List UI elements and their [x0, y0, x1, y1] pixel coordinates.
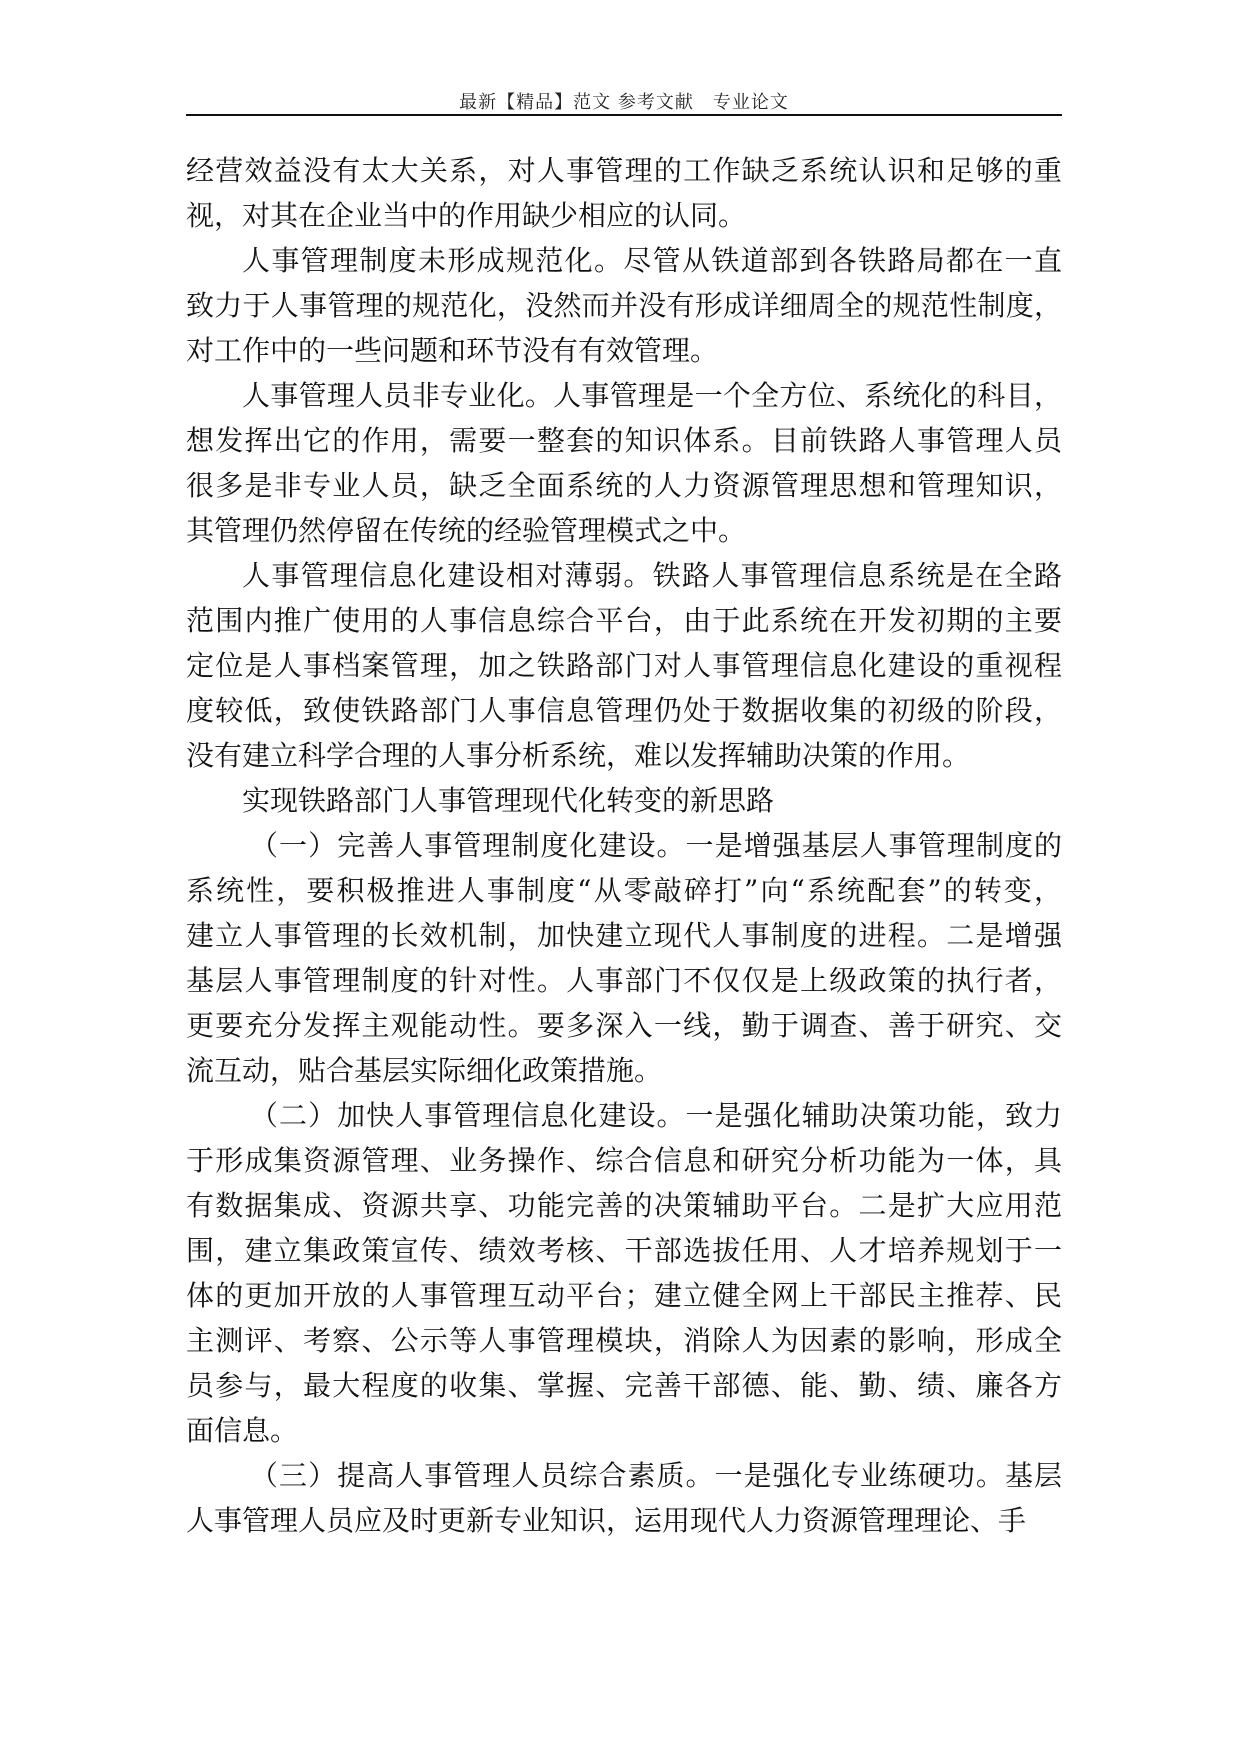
paragraph [186, 238, 1062, 373]
text-line: 其管理仍然停留在传统的经验管理模式之中。 [186, 514, 747, 547]
text-line: 经营效益没有太大关系，对人事管理的工作缺乏系统认识和足够的重 [186, 154, 1062, 187]
text-line: 人事管理信息化建设相对薄弱。铁路人事管理信息系统是在全路 [242, 559, 1062, 592]
text-line: 更要充分发挥主观能动性。要多深入一线，勤于调查、善于研究、交 [186, 1009, 1062, 1042]
text-line: 建立人事管理的长效机制，加快建立现代人事制度的进程。二是增强 [186, 919, 1062, 952]
text-line: 没有建立科学合理的人事分析系统，难以发挥辅助决策的作用。 [186, 739, 971, 772]
text-line: 主测评、考察、公示等人事管理模块，消除人为因素的影响，形成全 [186, 1324, 1062, 1357]
text-line: 体的更加开放的人事管理互动平台；建立健全网上干部民主推荐、民 [186, 1279, 1062, 1312]
text-line: 面信息。 [186, 1414, 299, 1447]
page-header: 最新【精品】范文 参考文献 专业论文 [459, 92, 789, 113]
paragraph [186, 823, 1062, 1093]
text-line: 人事管理制度未形成规范化。尽管从铁道部到各铁路局都在一直 [242, 244, 1062, 277]
text-line: 想发挥出它的作用，需要一整套的知识体系。目前铁路人事管理人员 [186, 424, 1062, 457]
text-line: 范围内推广使用的人事信息综合平台，由于此系统在开发初期的主要 [186, 604, 1062, 637]
text-line: 于形成集资源管理、业务操作、综合信息和研究分析功能为一体，具 [186, 1144, 1062, 1177]
text-line: 基层人事管理制度的针对性。人事部门不仅仅是上级政策的执行者， [186, 964, 1062, 997]
text-line: （三）提高人事管理人员综合素质。一是强化专业练硬功。基层 [250, 1459, 1062, 1492]
text-line: 员参与，最大程度的收集、掌握、完善干部德、能、勤、绩、廉各方 [186, 1369, 1062, 1402]
paragraph [186, 373, 1062, 553]
document-body [186, 148, 1062, 1543]
text-line: 有数据集成、资源共享、功能完善的决策辅助平台。二是扩大应用范 [186, 1189, 1062, 1222]
text-line: 流互动，贴合基层实际细化政策措施。 [186, 1054, 663, 1087]
text-line: 致力于人事管理的规范化，没然而并没有形成详细周全的规范性制度， [186, 289, 1062, 322]
paragraph [186, 1093, 1062, 1453]
text-line: 人事管理人员应及时更新专业知识，运用现代人力资源管理理论、手 [186, 1504, 1027, 1537]
text-line: 度较低，致使铁路部门人事信息管理仍处于数据收集的初级的阶段， [186, 694, 1062, 727]
text-line: （二）加快人事管理信息化建设。一是强化辅助决策功能，致力 [250, 1099, 1062, 1132]
paragraph [186, 553, 1062, 778]
text-line: 很多是非专业人员，缺乏全面系统的人力资源管理思想和管理知识， [186, 469, 1062, 502]
text-line: 对工作中的一些问题和环节没有有效管理。 [186, 334, 719, 367]
paragraph [186, 778, 1062, 823]
header-rule [186, 114, 1062, 116]
paragraph [186, 1453, 1062, 1543]
text-line: 定位是人事档案管理，加之铁路部门对人事管理信息化建设的重视程 [186, 649, 1062, 682]
text-line: 系统性，要积极推进人事制度“从零敲碎打”向“系统配套”的转变， [186, 874, 1062, 907]
text-line: （一）完善人事管理制度化建设。一是增强基层人事管理制度的 [250, 829, 1062, 862]
text-line: 视，对其在企业当中的作用缺少相应的认同。 [186, 199, 747, 232]
text-line: 围，建立集政策宣传、绩效考核、干部选拔任用、人才培养规划于一 [186, 1234, 1062, 1267]
text-line: 人事管理人员非专业化。人事管理是一个全方位、系统化的科目， [242, 379, 1062, 412]
paragraph [186, 148, 1062, 238]
text-line: 实现铁路部门人事管理现代化转变的新思路 [242, 784, 775, 817]
